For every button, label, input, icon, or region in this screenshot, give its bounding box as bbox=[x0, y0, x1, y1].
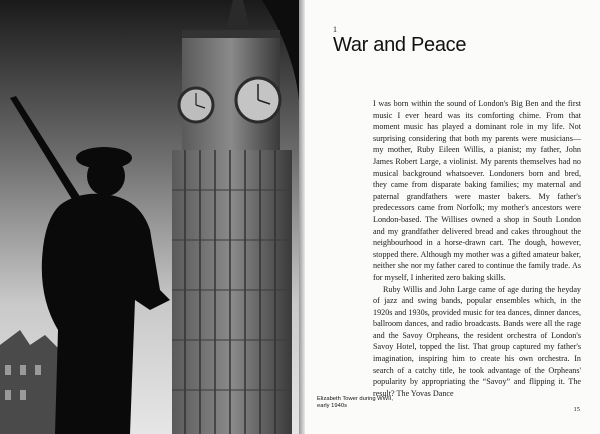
page-number: 15 bbox=[573, 406, 580, 413]
photo-caption bbox=[317, 396, 397, 410]
text-page bbox=[305, 0, 600, 434]
caption-line: Elizabeth Tower during WWII, bbox=[317, 396, 393, 402]
chapter-title: War and Peace bbox=[333, 34, 467, 56]
paragraph: I was born within the sound of London's Big Ben and the first music I ever heard was its comforting chime. From that moment music has played a dominant role in my life. Not surprising considering that both my parents were musicians—my mother, Ruby Eileen Willis, a pianist; my father, John James Robert Large, a violinist. My parents themselves had no musical background whatsoever. Londoners born and bred, they came from disparate baking families; my maternal and paternal grandfathers were master bakers. My father's predecessors came from Norfolk; my mother's ancestors were London-based. The Willises owned a shop in South London and my grandfather delivered bread and cakes throughout the neighbourhood in a horse-drawn cart. The dough, however, stopped there. Although my mother was a gifted amateur baker, neither she nor my father cared to continue the family trade. As for myself, I inherited zero baking skills. bbox=[373, 99, 581, 282]
caption-line: early 1940s bbox=[317, 403, 347, 410]
paragraph: Ruby Willis and John Large came of age during the heyday of jazz and swing bands, popular ensembles which, in the 1920s and 1930s, provided music for tea dances, dinner dances, ballroom dances, and radio broadcasts. Bands were all the rage and the Savoy Orpheans, the resident orchestra of London's Savoy Hotel, topped the list. That group captured my father's imagination, inspiring him to create his own orchestra. In search of a catchy title, he took advantage of the Orpheans' popularity by appropriating the “Savoy” and flipping it. The result? The Yovas Dance bbox=[373, 284, 581, 398]
body-text bbox=[373, 98, 581, 399]
chapter-number: 1 bbox=[333, 25, 337, 34]
